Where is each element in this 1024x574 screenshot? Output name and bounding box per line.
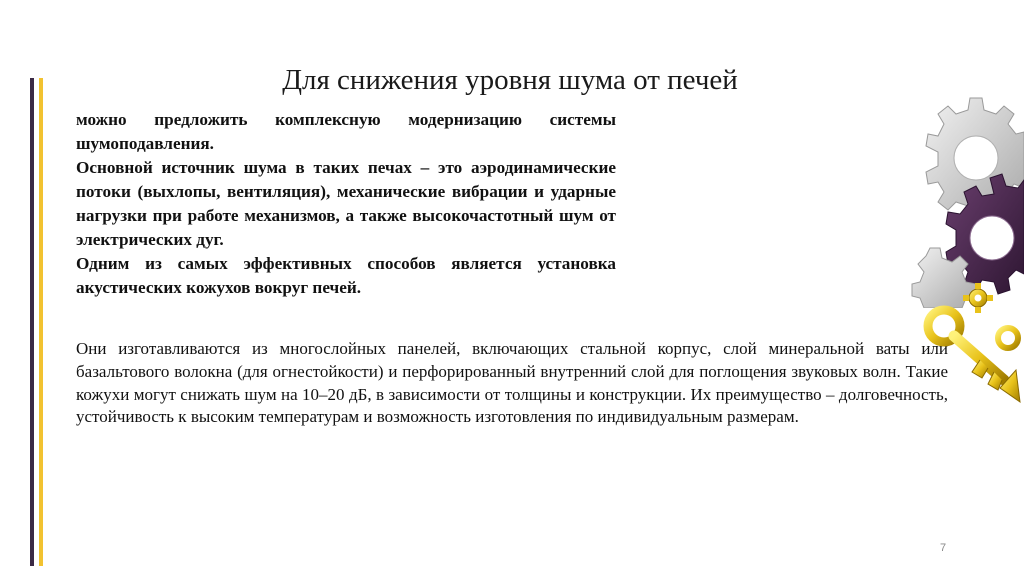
key-icon bbox=[920, 280, 1024, 410]
bold-paragraph-3: Одним из самых эффективных способов является установка акустических кожухов вокруг печей. bbox=[76, 254, 616, 297]
bold-paragraph-1: можно предложить комплексную модернизацию системы шумоподавления. bbox=[76, 110, 616, 153]
bold-text-block bbox=[76, 108, 616, 300]
gears-icon bbox=[910, 78, 1024, 308]
bold-paragraph-2: Основной источник шума в таких печах – это аэродинамические потоки (выхлопы, вентиляция), механические вибрации и ударные нагрузки при работе механизмов, а также высокочастотный шум от электрических дуг. bbox=[76, 158, 616, 249]
small-gold-gear bbox=[963, 283, 993, 313]
slide-title: Для снижения уровня шума от печей bbox=[282, 64, 738, 96]
body-paragraph: Они изготавливаются из многослойных панелей, включающих стальной корпус, слой минеральной ваты или базальтового волокна (для огнестойкости) и перфорированный внутренний слой для поглощения звуковых волн. Такие кожухи могут снижать шум на 10–20 дБ, в зависимости от толщины и конструкции. Их преимущество – долговечность, устойчивость к высоким температурам и возможность изготовления по индивидуальным размерам. bbox=[76, 339, 948, 427]
page-number: 7 bbox=[940, 542, 947, 554]
accent-bar-gold bbox=[39, 78, 43, 566]
accent-bar-dark bbox=[30, 78, 34, 566]
